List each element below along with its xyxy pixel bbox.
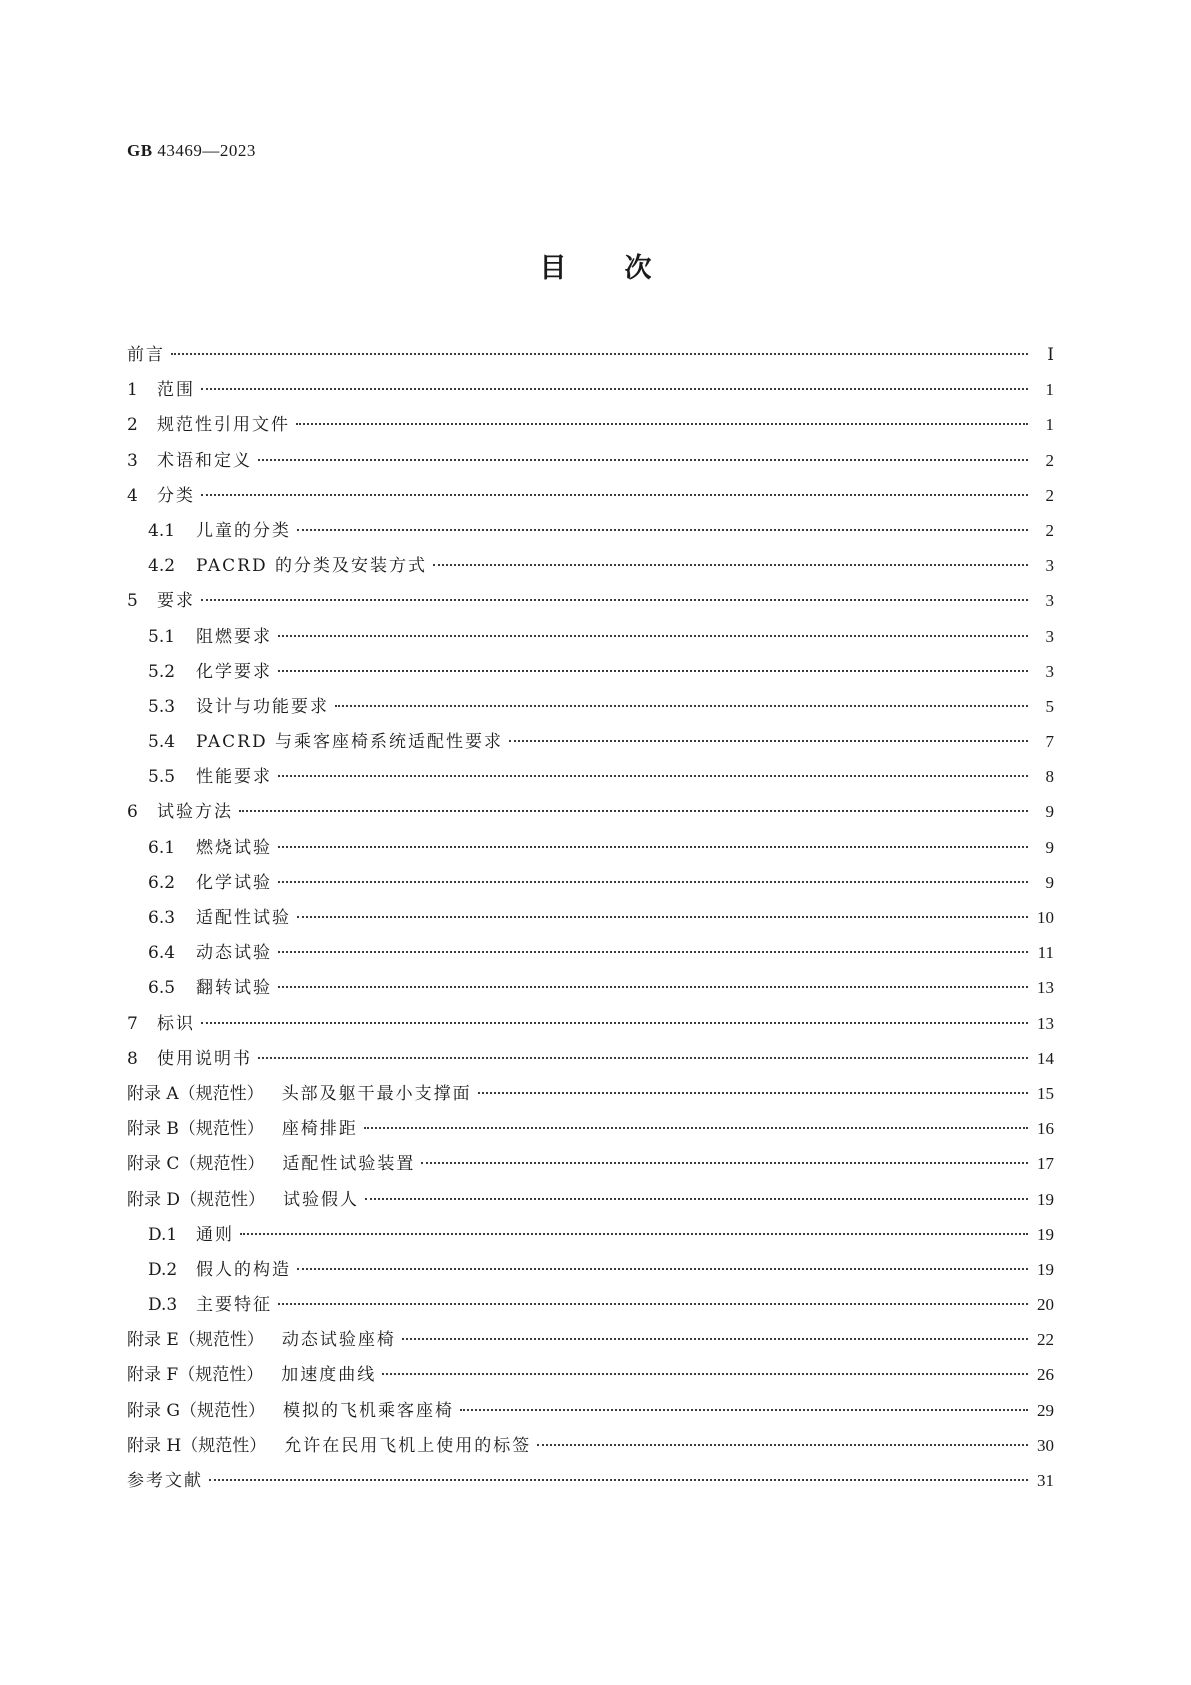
toc-entry-number: 5.4 xyxy=(148,732,176,753)
toc-dot-leader xyxy=(278,880,1028,883)
toc-entry-number: 6.5 xyxy=(148,978,176,999)
toc-dot-leader xyxy=(421,1161,1028,1164)
toc-entry[interactable] xyxy=(127,589,1054,624)
toc-entry-title: 座椅排距 xyxy=(281,1119,358,1140)
toc-dot-leader xyxy=(382,1372,1028,1375)
toc-entry-number: 2 xyxy=(127,415,138,436)
toc-entry[interactable] xyxy=(127,1434,1054,1469)
toc-page-number: 3 xyxy=(1045,556,1054,576)
toc-page-number: 14 xyxy=(1037,1048,1054,1068)
toc-entry[interactable] xyxy=(127,343,1054,378)
toc-dot-leader xyxy=(201,387,1028,390)
toc-entry-title: 翻转试验 xyxy=(196,978,272,999)
toc-dot-leader xyxy=(364,1126,1028,1129)
toc-entry[interactable] xyxy=(127,1082,1054,1117)
toc-entry[interactable] xyxy=(127,1047,1054,1082)
toc-entry-title: 适配性试验 xyxy=(196,908,291,928)
toc-entry-number: 4 xyxy=(127,485,138,506)
toc-entry-title: 范围 xyxy=(157,380,195,401)
toc-entry-number: 附录 F（规范性） xyxy=(127,1365,264,1386)
standard-prefix: GB xyxy=(127,141,153,160)
toc-entry-number: D.3 xyxy=(148,1295,178,1316)
toc-dot-leader xyxy=(297,1267,1028,1270)
toc-entry-number: 附录 G（规范性） xyxy=(127,1400,265,1421)
toc-entry[interactable] xyxy=(127,660,1054,695)
toc-page-number: 26 xyxy=(1037,1365,1054,1385)
toc-entry-number: 4.2 xyxy=(148,556,176,577)
toc-entry-title: 燃烧试验 xyxy=(196,837,272,858)
toc-page-number: 20 xyxy=(1037,1295,1054,1315)
toc-dot-leader xyxy=(537,1443,1028,1446)
toc-entry[interactable] xyxy=(127,1152,1054,1187)
toc-dot-leader xyxy=(433,563,1028,566)
toc-dot-leader xyxy=(478,1091,1028,1094)
toc-entry-title: 使用说明书 xyxy=(157,1048,252,1069)
toc-entry[interactable] xyxy=(127,1188,1054,1223)
toc-entry-title: 试验假人 xyxy=(283,1189,360,1210)
toc-entry-title: 分类 xyxy=(157,485,195,506)
toc-page-number: 2 xyxy=(1045,450,1054,470)
toc-entry[interactable] xyxy=(127,378,1054,413)
toc-entry-number: 附录 A（规范性） xyxy=(127,1083,264,1104)
toc-entry-number: 1 xyxy=(127,380,138,401)
toc-entry-number: 7 xyxy=(127,1013,138,1034)
toc-entry-title: 假人的构造 xyxy=(196,1259,291,1280)
toc-entry-number: D.1 xyxy=(148,1224,178,1245)
toc-page-number: 7 xyxy=(1045,732,1054,752)
toc-entry-number: 附录 B（规范性） xyxy=(127,1119,264,1140)
toc-dot-leader xyxy=(278,774,1028,777)
toc-dot-leader xyxy=(258,458,1028,461)
standard-number: 43469—2023 xyxy=(157,141,256,160)
toc-entry-number: 6.4 xyxy=(148,943,176,964)
toc-dot-leader xyxy=(278,634,1028,637)
toc-dot-leader xyxy=(201,598,1028,601)
toc-entry-number: D.2 xyxy=(148,1259,178,1280)
toc-entry[interactable] xyxy=(127,765,1054,800)
toc-entry-number: 附录 C（规范性） xyxy=(127,1154,265,1175)
toc-page-number: 30 xyxy=(1037,1435,1054,1455)
toc-page-number: 2 xyxy=(1045,485,1054,505)
toc-dot-leader xyxy=(278,845,1028,848)
toc-dot-leader xyxy=(239,809,1028,812)
toc-entry[interactable] xyxy=(127,1399,1054,1434)
toc-entry-number: 5.5 xyxy=(148,767,176,788)
toc-entry-title: 性能要求 xyxy=(196,767,272,788)
toc-page-number: 13 xyxy=(1037,1013,1054,1033)
toc-entry-title: PACRD 的分类及安装方式 xyxy=(196,556,427,577)
toc-page-number: 15 xyxy=(1037,1083,1054,1103)
toc-entry-title: 适配性试验装置 xyxy=(282,1154,416,1175)
toc-page-number: 9 xyxy=(1045,837,1054,857)
toc-entry-title: 参考文献 xyxy=(127,1471,203,1491)
toc-page-number: 22 xyxy=(1037,1330,1054,1350)
toc-page-number: 19 xyxy=(1037,1189,1054,1209)
toc-page-number: 19 xyxy=(1037,1259,1054,1279)
toc-dot-leader xyxy=(297,528,1028,531)
toc-entry-title: 通则 xyxy=(196,1224,234,1245)
toc-entry[interactable] xyxy=(127,1469,1054,1504)
toc-dot-leader xyxy=(335,704,1028,707)
toc-page-number: 29 xyxy=(1037,1400,1054,1420)
toc-entry[interactable] xyxy=(127,554,1054,589)
toc-entry[interactable] xyxy=(127,1328,1054,1363)
toc-entry[interactable] xyxy=(127,941,1054,976)
toc-entry-title: 设计与功能要求 xyxy=(196,696,329,717)
toc-entry-number: 5.3 xyxy=(148,696,176,717)
toc-entry-title: 要求 xyxy=(157,591,195,612)
toc-entry-number: 5.2 xyxy=(148,661,176,682)
toc-dot-leader xyxy=(171,352,1028,355)
toc-dot-leader xyxy=(278,985,1028,988)
toc-entry-title: 头部及躯干最小支撑面 xyxy=(281,1083,472,1104)
toc-entry-number: 5.1 xyxy=(148,626,176,647)
toc-entry[interactable] xyxy=(127,871,1054,906)
toc-entry-title: 化学要求 xyxy=(196,661,272,682)
toc-entry-title: 阻燃要求 xyxy=(196,626,272,647)
toc-dot-leader xyxy=(240,1232,1028,1235)
toc-entry-title: 动态试验座椅 xyxy=(281,1330,396,1351)
toc-dot-leader xyxy=(209,1478,1028,1481)
toc-dot-leader xyxy=(201,493,1028,496)
toc-entry-title: 主要特征 xyxy=(196,1295,272,1316)
toc-page-number: 31 xyxy=(1037,1471,1054,1490)
toc-page-number: 3 xyxy=(1045,591,1054,611)
toc-entry[interactable] xyxy=(127,800,1054,835)
toc-entry-title: 动态试验 xyxy=(196,943,272,964)
toc-entry-title: 儿童的分类 xyxy=(196,520,291,541)
toc-entry-title: 化学试验 xyxy=(196,872,272,893)
toc-entry-number: 5 xyxy=(127,591,138,612)
toc-entry-number: 6 xyxy=(127,802,138,823)
toc-entry[interactable] xyxy=(127,730,1054,765)
toc-page-number: 9 xyxy=(1045,802,1054,822)
toc-dot-leader xyxy=(297,915,1028,918)
toc-entry-number: 6.3 xyxy=(148,908,176,928)
toc-entry-title: 试验方法 xyxy=(157,802,233,823)
toc-entry-title: 模拟的飞机乘客座椅 xyxy=(282,1400,454,1421)
page-title: 目次 xyxy=(539,253,710,284)
toc-page-number: 13 xyxy=(1037,978,1054,998)
toc-entry-number: 附录 H（规范性） xyxy=(127,1435,267,1456)
toc-entry-number: 6.2 xyxy=(148,872,176,893)
toc-entry[interactable] xyxy=(127,1363,1054,1398)
toc-page-number: 8 xyxy=(1045,767,1054,787)
toc-page-number: 19 xyxy=(1037,1224,1054,1244)
toc-entry[interactable] xyxy=(127,1293,1054,1328)
toc-entry[interactable] xyxy=(127,976,1054,1011)
toc-dot-leader xyxy=(296,422,1028,425)
toc-entry[interactable] xyxy=(127,1223,1054,1258)
toc-page-number: 1 xyxy=(1045,380,1054,400)
toc-entry[interactable] xyxy=(127,625,1054,660)
toc-entry[interactable] xyxy=(127,1012,1054,1047)
toc-entry[interactable] xyxy=(127,695,1054,730)
toc-entry-number: 附录 D（规范性） xyxy=(127,1189,266,1210)
toc-dot-leader xyxy=(365,1197,1028,1200)
toc-page-number: 2 xyxy=(1045,520,1054,540)
toc-page-number: 3 xyxy=(1045,661,1054,681)
toc-page-number: 10 xyxy=(1037,908,1054,927)
toc-entry-title: 加速度曲线 xyxy=(281,1365,377,1386)
toc-entry[interactable] xyxy=(127,1117,1054,1152)
toc-dot-leader xyxy=(278,669,1028,672)
toc-entry-number: 8 xyxy=(127,1048,138,1069)
toc-page-number: 1 xyxy=(1045,415,1054,435)
toc-dot-leader xyxy=(278,1302,1028,1305)
toc-page-number: Ⅰ xyxy=(1047,345,1054,364)
toc-page-number: 17 xyxy=(1037,1154,1054,1174)
toc-dot-leader xyxy=(509,739,1028,742)
toc-entry[interactable] xyxy=(127,519,1054,554)
toc-entry-number: 3 xyxy=(127,450,138,471)
toc-entry[interactable] xyxy=(127,413,1054,448)
toc-dot-leader xyxy=(201,1021,1028,1024)
toc-page-number: 9 xyxy=(1045,872,1054,892)
toc-dot-leader xyxy=(402,1337,1028,1340)
toc-page-number: 3 xyxy=(1045,626,1054,646)
toc-dot-leader xyxy=(460,1408,1028,1411)
standard-code xyxy=(127,141,256,161)
toc-page-number: 5 xyxy=(1045,696,1054,716)
toc-entry-title: 标识 xyxy=(157,1013,195,1034)
toc-page-number: 16 xyxy=(1037,1119,1054,1139)
toc-entry[interactable] xyxy=(127,906,1054,941)
table-of-contents xyxy=(127,343,1054,1504)
toc-entry-number: 6.1 xyxy=(148,837,176,858)
toc-entry-title: 规范性引用文件 xyxy=(157,415,290,436)
toc-entry-title: 术语和定义 xyxy=(157,450,252,471)
toc-entry-number: 附录 E（规范性） xyxy=(127,1330,264,1351)
toc-entry[interactable] xyxy=(127,1258,1054,1293)
toc-page-number: 11 xyxy=(1037,943,1054,963)
toc-entry-title: 允许在民用飞机上使用的标签 xyxy=(284,1435,532,1456)
toc-entry-number: 4.1 xyxy=(148,520,176,541)
toc-dot-leader xyxy=(258,1056,1028,1059)
toc-entry[interactable] xyxy=(127,484,1054,519)
toc-entry[interactable] xyxy=(127,449,1054,484)
toc-entry-title: 前言 xyxy=(127,345,165,365)
toc-entry[interactable] xyxy=(127,836,1054,871)
toc-entry-title: PACRD 与乘客座椅系统适配性要求 xyxy=(196,732,503,753)
toc-dot-leader xyxy=(278,950,1028,953)
